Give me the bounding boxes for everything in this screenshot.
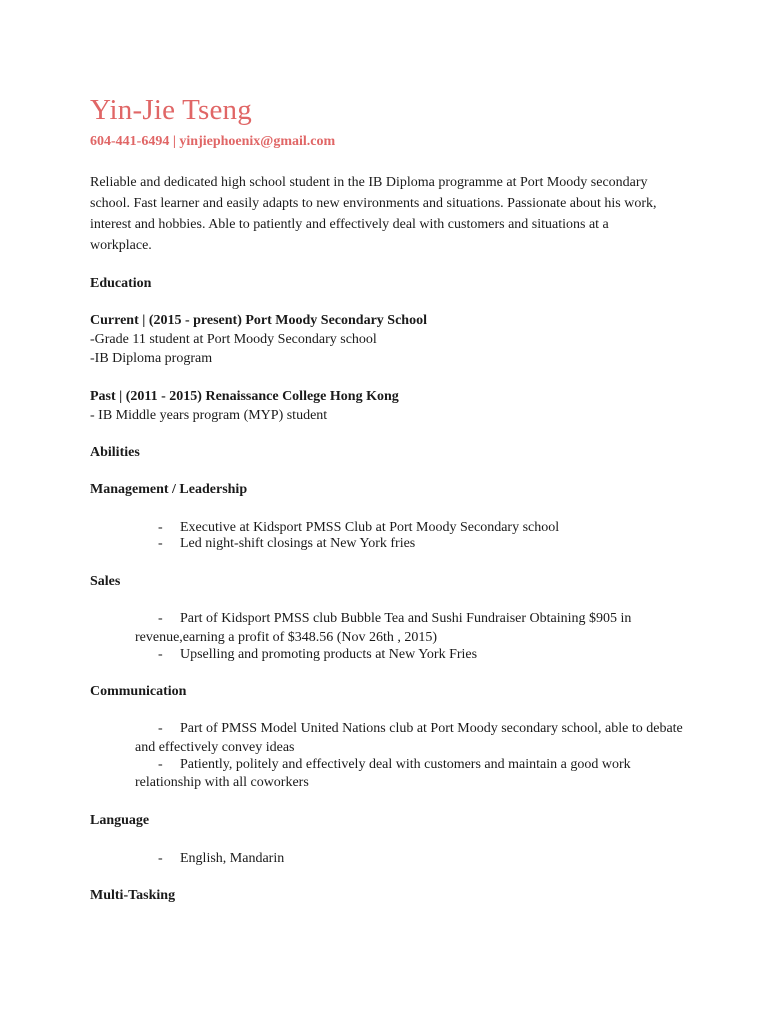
management-heading: Management / Leadership xyxy=(90,482,248,497)
education-heading: Education xyxy=(90,276,152,291)
education-current-line: -Grade 11 student at Port Moody Secondary school xyxy=(90,332,377,347)
sales-item: Upselling and promoting products at New York Fries xyxy=(180,647,478,662)
language-item: English, Mandarin xyxy=(180,851,285,866)
bullet-dash: - xyxy=(158,721,163,736)
management-item: Executive at Kidsport PMSS Club at Port Moody Secondary school xyxy=(180,520,560,535)
communication-item: Patiently, politely and effectively deal with customers and maintain a good work xyxy=(180,757,631,772)
communication-item-continued: relationship with all coworkers xyxy=(135,775,309,790)
bullet-dash: - xyxy=(158,757,163,772)
communication-item-continued: and effectively convey ideas xyxy=(135,740,295,755)
education-past-line: - IB Middle years program (MYP) student xyxy=(90,408,328,423)
abilities-heading: Abilities xyxy=(90,445,140,460)
contact-info: 604-441-6494 | yinjiephoenix@gmail.com xyxy=(90,134,336,149)
bullet-dash: - xyxy=(158,851,163,866)
management-item: Led night-shift closings at New York fries xyxy=(180,536,416,551)
education-current-title: Current | (2015 - present) Port Moody Secondary School xyxy=(90,313,427,328)
multitasking-heading: Multi-Tasking xyxy=(90,888,176,903)
communication-item: Part of PMSS Model United Nations club at Port Moody secondary school, able to debate xyxy=(180,721,683,736)
education-current-line: -IB Diploma program xyxy=(90,351,213,366)
education-past-title: Past | (2011 - 2015) Renaissance College Hong Kong xyxy=(90,389,399,404)
sales-item-continued: revenue,earning a profit of $348.56 (Nov 26th , 2015) xyxy=(135,630,438,645)
candidate-name: Yin-Jie Tseng xyxy=(90,94,252,126)
summary-paragraph: Reliable and dedicated high school student in the IB Diploma programme at Port Moody secondary school. Fast learner and easily adapts to new environments and situations. Passionate about his work, interest and hobbies. Able to patiently and effectively deal with customers and situations at a workplace. xyxy=(90,175,657,253)
bullet-dash: - xyxy=(158,611,163,626)
language-heading: Language xyxy=(90,813,150,828)
sales-heading: Sales xyxy=(90,574,121,589)
communication-heading: Communication xyxy=(90,684,187,699)
bullet-dash: - xyxy=(158,520,163,535)
bullet-dash: - xyxy=(158,536,163,551)
sales-item: Part of Kidsport PMSS club Bubble Tea and Sushi Fundraiser Obtaining $905 in xyxy=(180,611,632,626)
bullet-dash: - xyxy=(158,647,163,662)
